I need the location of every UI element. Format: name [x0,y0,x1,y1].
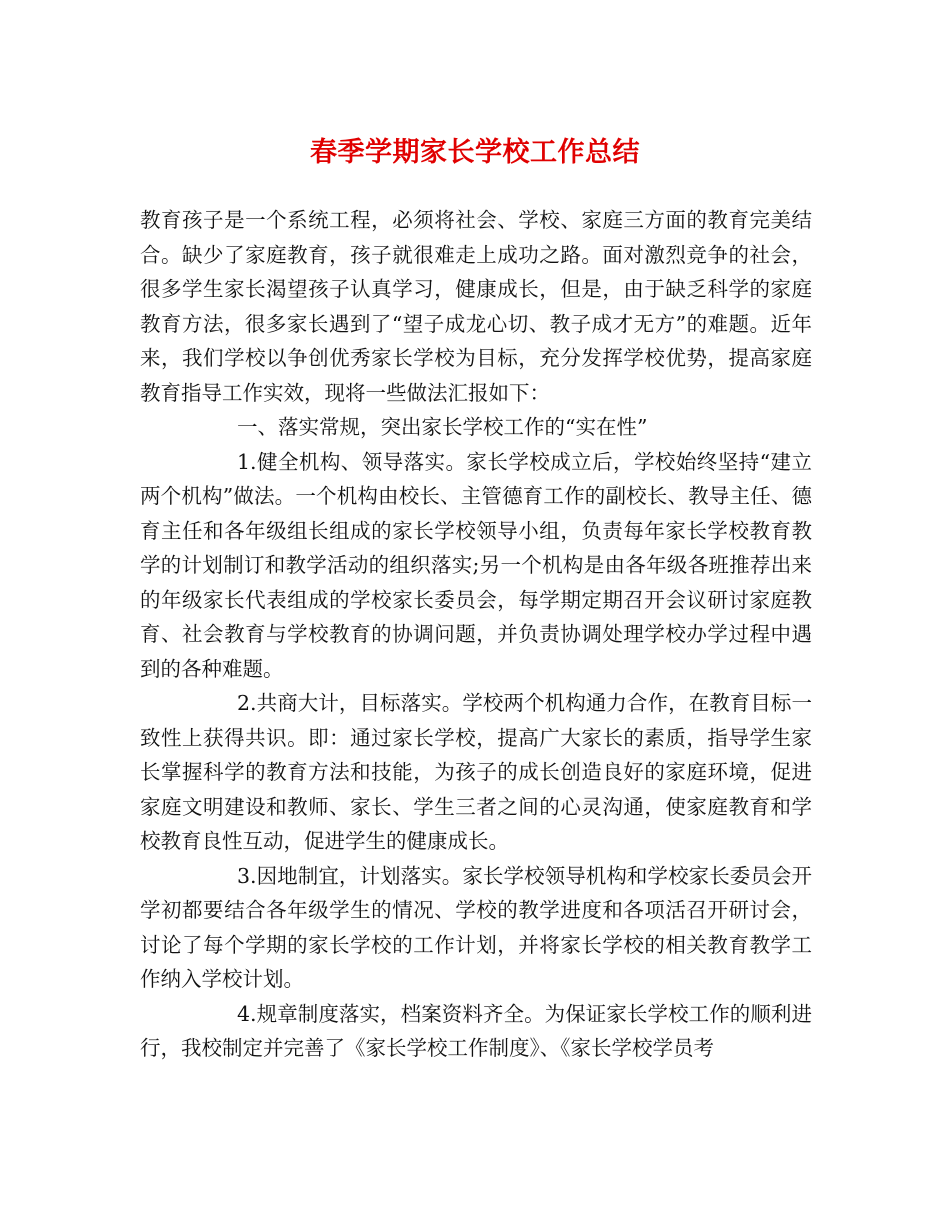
paragraph-item-4: 4.规章制度落实，档案资料齐全。为保证家长学校工作的顺利进行，我校制定并完善了《家长学校工作制度》、《家长学校学员考 [140,1001,812,1060]
section-heading: 一、落实常规，突出家长学校工作的“实在性” [237,415,648,439]
document-title: 春季学期家长学校工作总结 [310,137,640,168]
intro-paragraph: 教育孩子是一个系统工程，必须将社会、学校、家庭三方面的教育完美结合。缺少了家庭教育，孩子就很难走上成功之路。面对激烈竞争的社会，很多学生家长渴望孩子认真学习，健康成长，但是，由于缺乏科学的家庭教育方法，很多家长遇到了“望子成龙心切、教子成才无方”的难题。近年来，我们学校以争创优秀家长学校为目标，充分发挥学校优势，提高家庭教育指导工作实效，现将一些做法汇报如下： [140,208,812,405]
paragraph-item-3: 3.因地制宜，计划落实。家长学校领导机构和学校家长委员会开学初都要结合各年级学生的情况、学校的教学进度和各项活召开研讨会，讨论了每个学期的家长学校的工作计划，并将家长学校的相关教育教学工作纳入学校计划。 [140,863,812,991]
document-body [140,203,812,1066]
paragraph-item-2: 2.共商大计，目标落实。学校两个机构通力合作，在教育目标一致性上获得共识。即：通过家长学校，提高广大家长的素质，指导学生家长掌握科学的教育方法和技能，为孩子的成长创造良好的家庭环境，促进家庭文明建设和教师、家长、学生三者之间的心灵沟通，使家庭教育和学校教育良性互动，促进学生的健康成长。 [140,691,812,853]
paragraph-item-1: 1.健全机构、领导落实。家长学校成立后，学校始终坚持“建立两个机构”做法。一个机构由校长、主管德育工作的副校长、教导主任、德育主任和各年级组长组成的家长学校领导小组，负责每年家长学校教育教学的计划制订和教学活动的组织落实;另一个机构是由各年级各班推荐出来的年级家长代表组成的学校家长委员会，每学期定期召开会议研讨家庭教育、社会教育与学校教育的协调问题，并负责协调处理学校办学过程中遇到的各种难题。 [140,449,812,681]
